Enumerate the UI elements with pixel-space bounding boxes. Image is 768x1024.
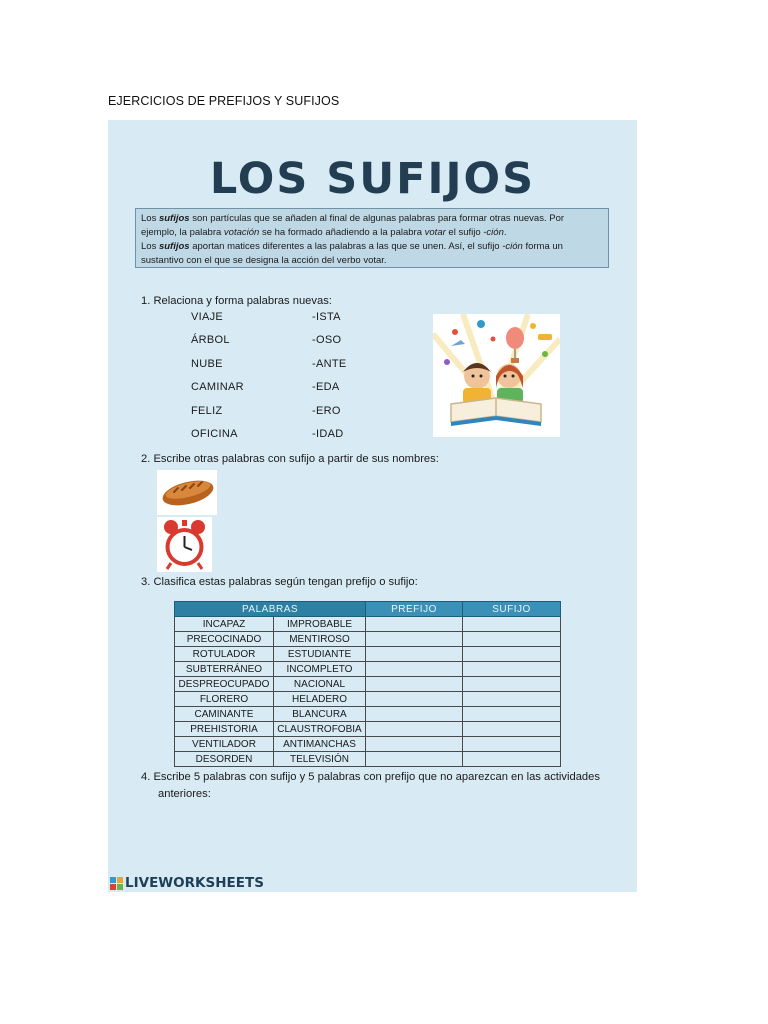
bread-picture	[157, 470, 217, 515]
definition-box: Los sufijos son partículas que se añaden al final de algunas palabras para formar otras nuevas. Por ejemplo, la palabra votación se ha formado añadiendo a la palabra votar el sufijo -ción. Los sufijos aportan matices diferentes a las palabras a las que se unen. Así, el sufijo -ción forma un sustantivo con el que se designa la acción del verbo votar.	[135, 208, 609, 268]
table-row	[175, 707, 561, 722]
word-cell: CAMINANTE	[175, 707, 274, 722]
table-row	[175, 677, 561, 692]
q1-word: ÁRBOL	[191, 334, 230, 346]
answer-cell[interactable]	[366, 737, 463, 752]
document-title: EJERCICIOS DE PREFIJOS Y SUFIJOS	[108, 94, 340, 108]
word-cell: ESTUDIANTE	[273, 647, 365, 662]
answer-cell[interactable]	[463, 677, 561, 692]
word-cell: NACIONAL	[273, 677, 365, 692]
header-sufijo: SUFIJO	[463, 602, 561, 617]
answer-cell[interactable]	[366, 692, 463, 707]
worksheet	[108, 120, 637, 892]
answer-cell[interactable]	[366, 662, 463, 677]
answer-cell[interactable]	[366, 752, 463, 767]
answer-cell[interactable]	[463, 632, 561, 647]
q1-word: OFICINA	[191, 428, 238, 440]
word-cell: DESORDEN	[175, 752, 274, 767]
table-row	[175, 662, 561, 677]
answer-cell[interactable]	[463, 737, 561, 752]
table-row	[175, 647, 561, 662]
worksheet-heading: LOS SUFIJOS	[209, 154, 536, 204]
answer-cell[interactable]	[366, 677, 463, 692]
classification-table	[174, 601, 561, 767]
answer-cell[interactable]	[463, 662, 561, 677]
word-cell: PREHISTORIA	[175, 722, 274, 737]
answer-cell[interactable]	[366, 617, 463, 632]
word-cell: SUBTERRÁNEO	[175, 662, 274, 677]
word-cell: TELEVISIÓN	[273, 752, 365, 767]
table-row	[175, 737, 561, 752]
word-cell: CLAUSTROFOBIA	[273, 722, 365, 737]
word-cell: IMPROBABLE	[273, 617, 365, 632]
question-2-label: 2. Escribe otras palabras con sufijo a partir de sus nombres:	[141, 453, 439, 465]
answer-cell[interactable]	[463, 617, 561, 632]
table-row	[175, 752, 561, 767]
answer-cell[interactable]	[366, 707, 463, 722]
answer-cell[interactable]	[463, 722, 561, 737]
answer-cell[interactable]	[366, 632, 463, 647]
liveworksheets-mark-icon	[110, 877, 123, 890]
answer-cell[interactable]	[463, 692, 561, 707]
word-cell: MENTIROSO	[273, 632, 365, 647]
question-3-label: 3. Clasifica estas palabras según tengan prefijo o sufijo:	[141, 576, 418, 588]
q1-suffix: -OSO	[312, 334, 342, 346]
q1-suffix: -ISTA	[312, 311, 341, 323]
word-cell: PRECOCINADO	[175, 632, 274, 647]
q1-suffix: -ERO	[312, 405, 341, 417]
answer-cell[interactable]	[366, 722, 463, 737]
q1-suffix: -EDA	[312, 381, 340, 393]
word-cell: FLORERO	[175, 692, 274, 707]
answer-cell[interactable]	[463, 752, 561, 767]
q1-word: CAMINAR	[191, 381, 244, 393]
q1-word: VIAJE	[191, 311, 224, 323]
answer-cell[interactable]	[463, 707, 561, 722]
liveworksheets-wordmark: LIVEWORKSHEETS	[125, 875, 264, 891]
q1-word: NUBE	[191, 358, 223, 370]
kids-reading-illustration	[433, 314, 560, 437]
word-cell: DESPREOCUPADO	[175, 677, 274, 692]
word-cell: ROTULADOR	[175, 647, 274, 662]
answer-cell[interactable]	[366, 647, 463, 662]
word-cell: HELADERO	[273, 692, 365, 707]
q1-word: FELIZ	[191, 405, 223, 417]
liveworksheets-logo	[110, 875, 264, 891]
table-row	[175, 692, 561, 707]
question-4-label-continued: anteriores:	[158, 788, 211, 800]
q1-suffix: -ANTE	[312, 358, 347, 370]
word-cell: VENTILADOR	[175, 737, 274, 752]
word-cell: INCAPAZ	[175, 617, 274, 632]
table-row	[175, 722, 561, 737]
question-1-label: 1. Relaciona y forma palabras nuevas:	[141, 295, 332, 307]
alarm-clock-picture	[157, 517, 212, 572]
header-palabras: PALABRAS	[175, 602, 366, 617]
word-cell: ANTIMANCHAS	[273, 737, 365, 752]
word-cell: INCOMPLETO	[273, 662, 365, 677]
word-cell: BLANCURA	[273, 707, 365, 722]
question-4-label: 4. Escribe 5 palabras con sufijo y 5 palabras con prefijo que no aparezcan en las actividades	[141, 771, 600, 783]
answer-cell[interactable]	[463, 647, 561, 662]
table-row	[175, 617, 561, 632]
table-row	[175, 632, 561, 647]
header-prefijo: PREFIJO	[366, 602, 463, 617]
q1-suffix: -IDAD	[312, 428, 344, 440]
